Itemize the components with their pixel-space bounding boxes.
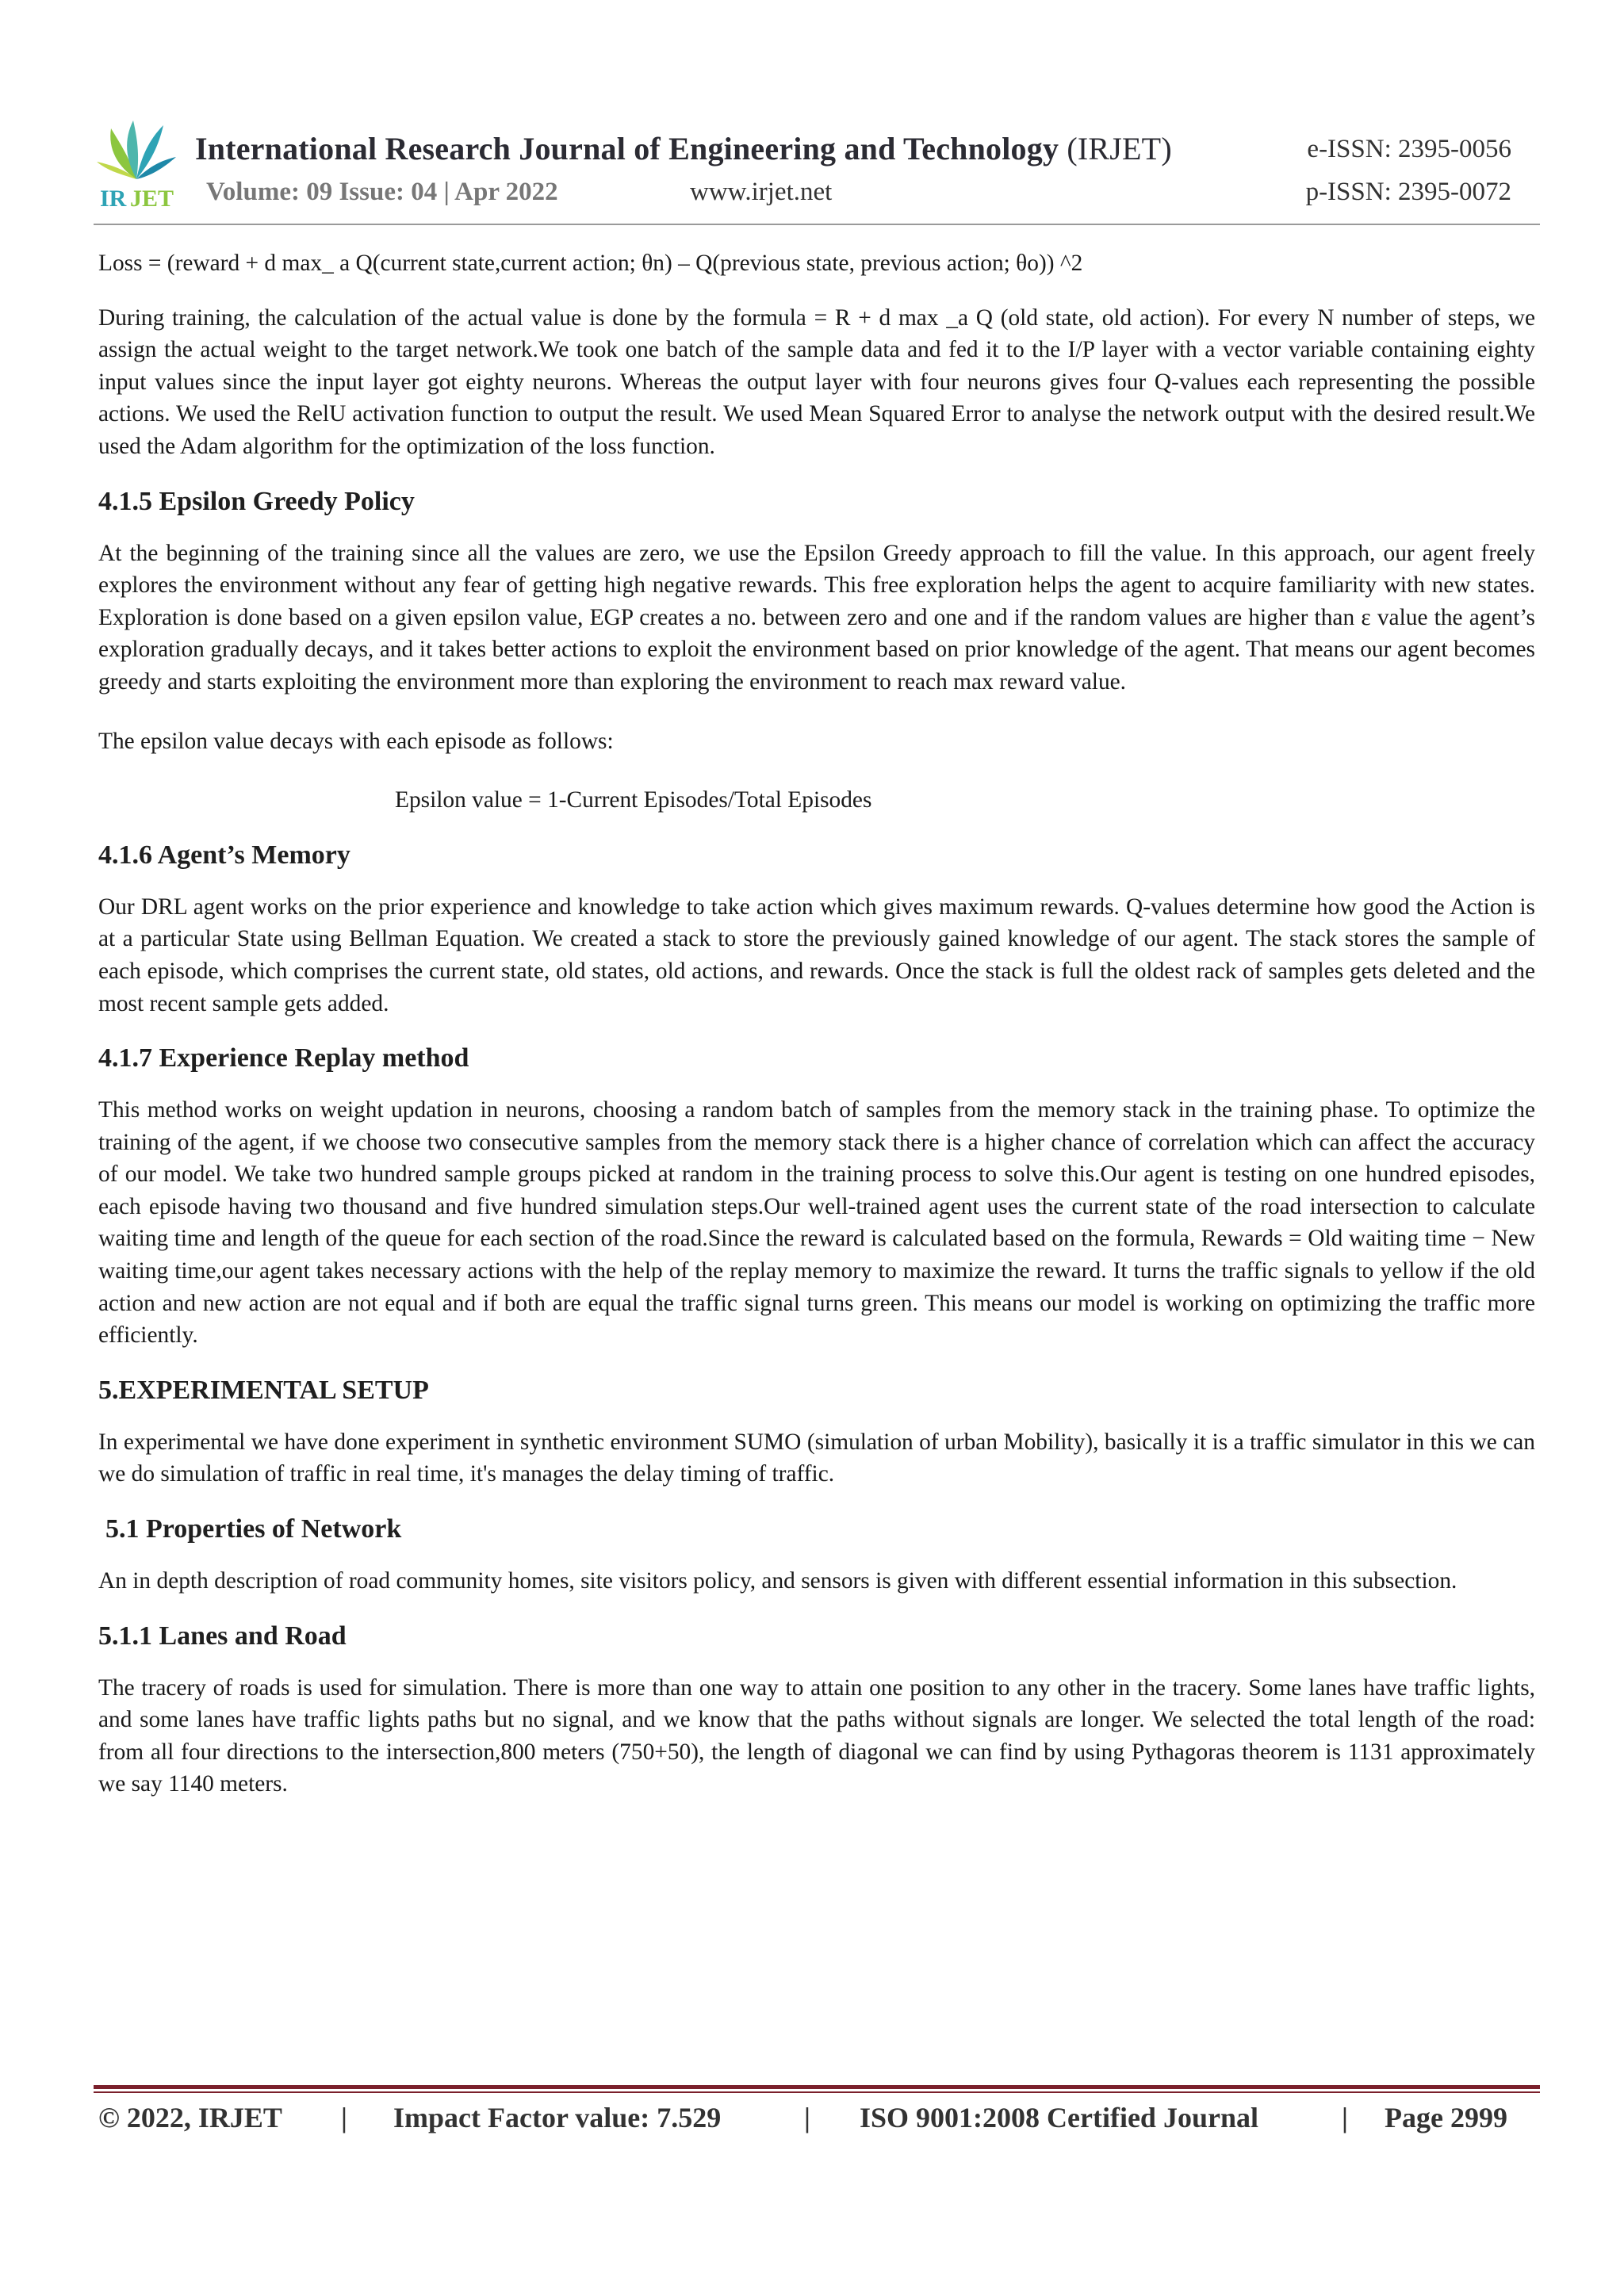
svg-text:JET: JET: [130, 186, 174, 211]
journal-title: [195, 130, 1172, 167]
footer-divider-thick: [94, 2085, 1540, 2089]
footer-separator: |: [804, 2102, 810, 2133]
heading-4-1-6: 4.1.6 Agent’s Memory: [98, 840, 350, 870]
paragraph-epsilon-intro: The epsilon value decays with each episode as follows:: [98, 728, 614, 754]
footer-iso: ISO 9001:2008 Certified Journal: [860, 2102, 1258, 2133]
footer-separator: |: [341, 2102, 347, 2133]
footer-page-number: Page 2999: [1385, 2102, 1507, 2133]
paragraph-experience-replay: This method works on weight updation in neurons, choosing a random batch of samples from the memory stack in the training phase. To optimize the training of the agent, if we choose two consecutive samples from the memory stack there is a higher chance of correlation which can affect the accuracy of our model. We take two hundred sample groups picked at random in the training process to solve this.Our agent is testing on one hundred episodes, each episode having two thousand and five hundred simulation steps.Our well-trained agent uses the current state of the road intersection to calculate waiting time and length of the queue for each section of the road.Since the reward is calculated based on the formula, Rewards = Old waiting time − New waiting time,our agent takes necessary actions with the help of the replay memory to maximize the reward. It turns the traffic signals to yellow if the old action and new action are not equal and if both are equal the traffic signal turns green. This means our model is working on optimizing the traffic more efficiently.: [98, 1097, 1535, 1349]
heading-5-1-1: 5.1.1 Lanes and Road: [98, 1621, 347, 1651]
page-header: [94, 111, 1526, 230]
website-link[interactable]: www.irjet.net: [690, 178, 833, 206]
irjet-logo: [94, 117, 179, 211]
heading-4-1-7: 4.1.7 Experience Replay method: [98, 1043, 469, 1073]
page-body: [98, 247, 1535, 1800]
pissn: p-ISSN: 2395-0072: [1305, 178, 1511, 206]
paragraph-epsilon-greedy: At the beginning of the training since all the values are zero, we use the Epsilon Greedy approach to fill the value. In this approach, our agent freely explores the environment without any fear of getting high negative rewards. This free exploration helps the agent to acquire familiarity with new states. Exploration is done based on a given epsilon value, EGP creates a no. between zero and one and if the random values are higher than ε value the agent’s exploration gradually decays, and it takes better actions to exploit the environment based on prior knowledge of the agent. That means our agent becomes greedy and starts exploiting the environment more than exploring the environment to reach max reward value.: [98, 540, 1535, 695]
paragraph-training: During training, the calculation of the actual value is done by the formula = R + d max _a Q (old state, old action). For every N number of steps, we assign the actual weight to the target network.We took one batch of the sample data and fed it to the I/P layer with a vector variable containing eighty input values since the input layer got eighty neurons. Whereas the output layer with four neurons gives four Q-values each representing the possible actions. We used the RelU activation function to output the result. We used Mean Squared Error to analyse the network output with the desired result.We used the Adam algorithm for the optimization of the loss function.: [98, 304, 1535, 459]
footer-impact-factor: Impact Factor value: 7.529: [393, 2102, 722, 2133]
svg-text:IR: IR: [100, 186, 127, 211]
epsilon-equation: Epsilon value = 1-Current Episodes/Total Episodes: [395, 787, 872, 813]
eissn: e-ISSN: 2395-0056: [1307, 135, 1511, 163]
heading-5: 5.EXPERIMENTAL SETUP: [98, 1375, 429, 1405]
journal-abbr: (IRJET): [1067, 131, 1172, 166]
heading-4-1-5: 4.1.5 Epsilon Greedy Policy: [98, 486, 415, 516]
paragraph-agent-memory: Our DRL agent works on the prior experience and knowledge to take action which gives maximum rewards. Q-values determine how good the Action is at a particular State using Bellman Equation. We created a stack to store the previously gained knowledge of our agent. The stack stores the sample of each episode, which comprises the current state, old states, old actions, and rewards. Once the stack is full the oldest rack of samples gets deleted and the most recent sample gets added.: [98, 894, 1535, 1016]
paragraph-experimental-setup: In experimental we have done experiment in synthetic environment SUMO (simulation of urban Mobility), basically it is a traffic simulator in this we can we do simulation of traffic in real time, it's manages the delay timing of traffic.: [98, 1429, 1535, 1487]
loss-equation: Loss = (reward + d max_ a Q(current state,current action; θn) – Q(previous state, previous action; θo)) ^2: [98, 251, 1083, 276]
footer-divider-thin: [94, 2091, 1540, 2093]
journal-title-text: International Research Journal of Engineering and Technology: [195, 131, 1059, 166]
footer-copyright: © 2022, IRJET: [98, 2102, 282, 2133]
issue-info: Volume: 09 Issue: 04 | Apr 2022: [206, 178, 558, 206]
heading-5-1: 5.1 Properties of Network: [105, 1514, 402, 1544]
paragraph-lanes-and-road: The tracery of roads is used for simulation. There is more than one way to attain one position to any other in the tracery. Some lanes have traffic lights, and some lanes have traffic lights paths but no signal, and we know that the paths without signals are longer. We selected the total length of the road: from all four directions to the intersection,800 meters (750+50), the length of diagonal we can find by using Pythagoras theorem is 1131 approximately we say 1140 meters.: [98, 1674, 1535, 1797]
footer-separator: |: [1342, 2102, 1348, 2133]
header-divider: [94, 224, 1540, 225]
paragraph-network-properties: An in depth description of road community homes, site visitors policy, and sensors is given with different essential information in this subsection.: [98, 1568, 1457, 1594]
